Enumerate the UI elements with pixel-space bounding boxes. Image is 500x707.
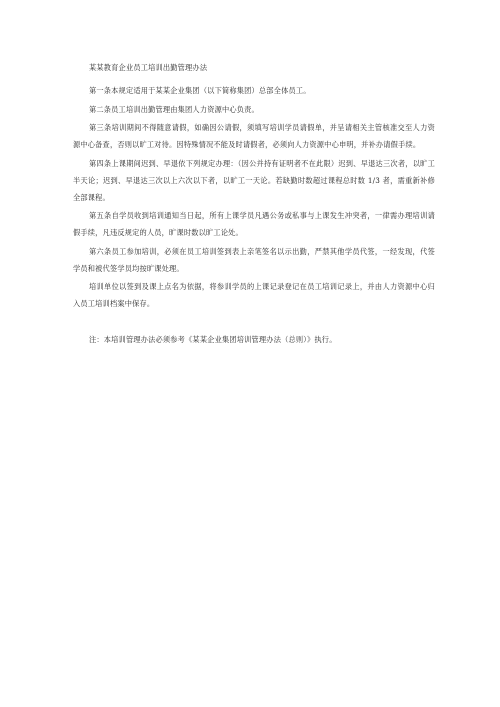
document-title: 某某教育企业员工培训出勤管理办法	[89, 63, 208, 72]
paragraph-article-5: 第五条自学员收到培训通知当日起，所有上课学员凡遇公务或私事与上课发生冲突者，一律需办理培训请假手续，凡违反规定的人员，旷课时数以旷工论处。	[73, 211, 435, 237]
document-note: 注：本培训管理办法必须参考《某某企业集团培训管理办法（总则）》执行。	[89, 335, 337, 344]
paragraph-article-4: 第四条上课期间迟到、早退依下列规定办理：（因公并持有证明者不在此限）迟到、早退达三次者，以旷工半天论；迟到、早退达三次以上六次以下者，以旷工一天论。若缺勤时数超过课程总时数 1/3 者，需重新补修全部课程。	[73, 158, 435, 202]
paragraph-article-6: 第六条员工参加培训，必须在员工培训签到表上亲笔签名以示出勤，严禁其他学员代签，一经发现，代签学员和被代签学员均按旷课处理。	[73, 246, 435, 273]
document-body	[73, 62, 435, 345]
paragraph-article-2: 第二条员工培训出勤管理由集团人力资源中心负责。	[89, 104, 259, 114]
paragraph-article-3: 第三条培训期间不得随意请假，如确因公请假，须填写培训学员请假单，并呈请相关主管核准交至人力资源中心备查，否则以旷工对待。因特殊情况不能及时请假者，必须向人力资源中心申明，并补办请假手续。	[73, 123, 435, 149]
paragraph-records: 培训单位以签到及课上点名为依据，将参训学员的上课记录登记在员工培训记录上，并由人力资源中心归入员工培训档案中保存。	[73, 282, 435, 308]
paragraph-article-1: 第一条本规定适用于某某企业集团（以下简称集团）总部全体员工。	[89, 86, 311, 95]
